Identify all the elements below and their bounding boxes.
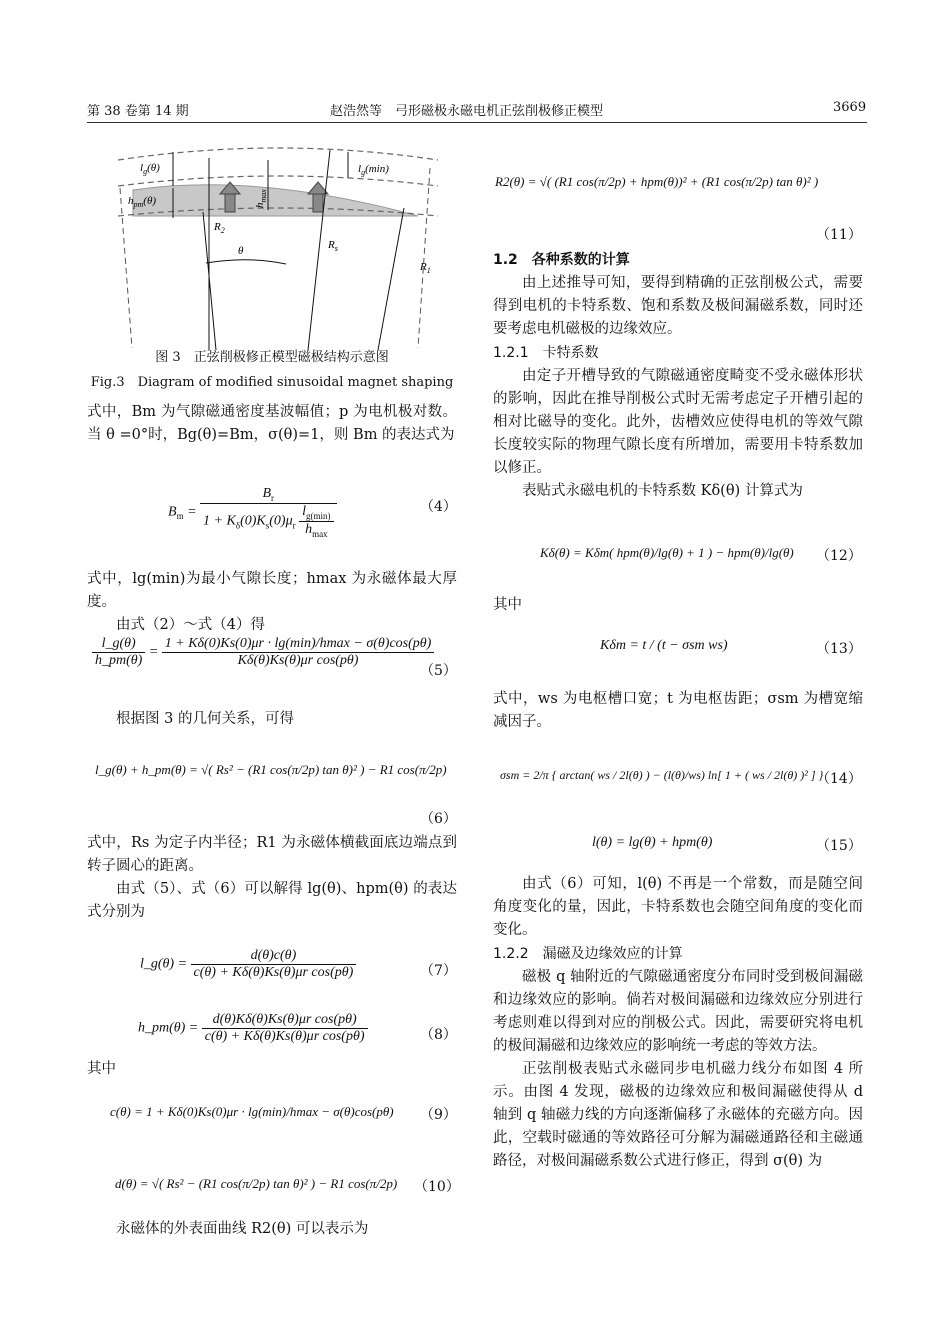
eq10-number: （10） — [414, 1179, 460, 1195]
equation-10: d(θ) = √( Rs² − (R1 cos(π/2p) tan θ)² ) − R1 cos(π/2p) — [115, 1176, 398, 1191]
header-journal: 第 38 卷第 14 期 — [87, 104, 189, 119]
figure-caption-cn: 图 3 正弦削极修正模型磁极结构示意图 — [155, 350, 389, 365]
eq14-number: （14） — [816, 771, 862, 787]
left-p3: 由式（2）～式（4）得 — [116, 617, 265, 633]
equation-6: l_g(θ) + h_pm(θ) = √( Rs² − (R1 cos(π/2p) tan θ)² ) − R1 cos(π/2p) — [95, 762, 447, 777]
header-rule — [87, 122, 867, 123]
right-p8: 正弦削极表贴式永磁同步电机磁力线分布如图 4 所示。由图 4 发现，磁极的边缘效应和极间漏磁使得从 d 轴到 q 轴磁力线的方向逐渐偏移了永磁体的充磁方向。因此，空载时磁通的等效路径可分解为漏磁通路径和主磁通路径，对极间漏磁系数公式进行修正，得到 σ(θ) 为 — [493, 1061, 863, 1169]
equation-13: Kδm = t / (t − σsm ws) — [600, 638, 728, 653]
eq8-number: （8） — [420, 1027, 457, 1043]
section-1-2-1-heading: 1.2.1 卡特系数 — [493, 345, 599, 361]
eq15-number: （15） — [816, 838, 862, 854]
eq4-number: （4） — [420, 499, 457, 515]
left-p6: 由式（5）、式（6）可以解得 lg(θ)、hpm(θ) 的表达式分别为 — [87, 881, 457, 920]
figure-3-diagram — [108, 138, 448, 350]
right-p1: 由上述推导可知，要得到精确的正弦削极公式，需要得到电机的卡特系数、饱和系数及极间漏磁系数，同时还要考虑电机磁极的边缘效应。 — [493, 275, 863, 337]
left-p5: 式中，Rs 为定子内半径；R1 为永磁体横截面底边端点到转子圆心的距离。 — [87, 835, 457, 874]
equation-5: $\frac{l\_g(\theta)}{h\_pm(\theta)}$ = $\frac{1 + K\delta(0)Ks(0)\mu r \cdot \lg(\min)/hmax - \sigma(\theta)\cos(p\theta)}{\text{Kδ(θ)Ks(θ)μr cos(pθ)}}$ — [92, 636, 434, 669]
equation-12: Kδ(θ) = Kδm( hpm(θ)/lg(θ) + 1 ) − hpm(θ)/lg(θ) — [540, 545, 794, 560]
label-Rs: $R_s$ — [328, 239, 338, 253]
equation-7: l_g(θ) = $\frac{d(\theta)c(\theta)}{\text{c(θ) + Kδ(θ)Ks(θ)μr cos(pθ)}}$ — [140, 948, 356, 981]
equation-14: σsm = 2/π { arctan( ws / 2l(θ) ) − (l(θ)/ws) ln[ 1 + ( ws / 2l(θ) )² ] } — [500, 768, 824, 782]
header-title: 赵浩然等 弓形磁极永磁电机正弦削极修正模型 — [330, 104, 604, 119]
left-p2: 式中，lg(min)为最小气隙长度；hmax 为永磁体最大厚度。 — [87, 571, 457, 610]
section-1-2-2-heading: 1.2.2 漏磁及边缘效应的计算 — [493, 946, 683, 962]
left-p7: 其中 — [87, 1061, 116, 1077]
eq13-number: （13） — [816, 641, 862, 657]
left-p1: 式中，Bm 为气隙磁通密度基波幅值；p 为电机极对数。当 θ =0°时，Bg(θ)=Bm，σ(θ)=1，则 Bm 的表达式为 — [87, 404, 457, 443]
right-p2: 由定子开槽导致的气隙磁通密度畸变不受永磁体形状的影响，因此在推导削极公式时无需考虑定子开槽引起的相对比磁导的变化。此外，齿槽效应使得电机的等效气隙长度较实际的物理气隙长度有所增加，需要用卡特系数加以修正。 — [493, 368, 863, 476]
right-p5: 式中，ws 为电枢槽口宽；t 为电枢齿距；σsm 为槽宽缩减因子。 — [493, 691, 863, 730]
label-lg: $l_g(\theta)$ — [140, 162, 160, 176]
equation-8: h_pm(θ) = $\frac{\text{d(θ)Kδ(θ)Ks(θ)μr cos(pθ)}}{\text{c(θ) + Kδ(θ)Ks(θ)μr cos(pθ)}}$ — [138, 1012, 368, 1045]
label-R1: $R_1$ — [420, 261, 431, 275]
figure-caption-en: Fig.3 Diagram of modified sinusoidal magnet shaping — [90, 375, 454, 390]
section-1-2-heading: 1.2 各种系数的计算 — [493, 252, 630, 268]
label-R2: $R_2$ — [214, 221, 225, 235]
equation-9: c(θ) = 1 + Kδ(0)Ks(0)μr · lg(min)/hmax − σ(θ)cos(pθ) — [110, 1104, 394, 1119]
equation-15: l(θ) = lg(θ) + hpm(θ) — [592, 835, 713, 850]
right-p7: 磁极 q 轴附近的气隙磁通密度分布同时受到极间漏磁和边缘效应的影响。倘若对极间漏磁和边缘效应分别进行考虑则难以得到对应的削极公式。因此，需要研究将电机的极间漏磁和边缘效应的影响统一考虑的等效方法。 — [493, 969, 863, 1054]
eq11-number: （11） — [816, 227, 862, 243]
equation-11: R2(θ) = √( (R1 cos(π/2p) + hpm(θ))² + (R1 cos(π/2p) tan θ)² ) — [495, 174, 819, 189]
right-p6: 由式（6）可知，l(θ) 不再是一个常数，而是随空间角度变化的量，因此，卡特系数也会随空间角度的变化而变化。 — [493, 876, 863, 938]
eq9-number: （9） — [420, 1107, 457, 1123]
eq6-number: （6） — [420, 811, 457, 827]
equation-4: $B_m$ = $B_r$ $1 + K_\delta(0)K_s(0)\mu_r$ $\frac{l_{g(min)}}{h_{max}}$ — [168, 486, 337, 538]
left-p8: 永磁体的外表面曲线 R2(θ) 可以表示为 — [116, 1221, 369, 1237]
eq5-number: （5） — [420, 663, 457, 679]
right-p4: 其中 — [493, 597, 522, 613]
header-page: 3669 — [833, 100, 867, 115]
right-p3: 表贴式永磁电机的卡特系数 Kδ(θ) 计算式为 — [522, 483, 803, 499]
label-theta: θ — [238, 245, 244, 257]
label-lgmin: $l_g(\min)$ — [358, 163, 389, 177]
left-p4: 根据图 3 的几何关系，可得 — [116, 711, 294, 727]
label-hmax: $h_{max}$ — [254, 189, 268, 208]
label-hpm: $h_{pm}(\theta)$ — [128, 195, 157, 209]
eq7-number: （7） — [420, 963, 457, 979]
eq12-number: （12） — [816, 548, 862, 564]
